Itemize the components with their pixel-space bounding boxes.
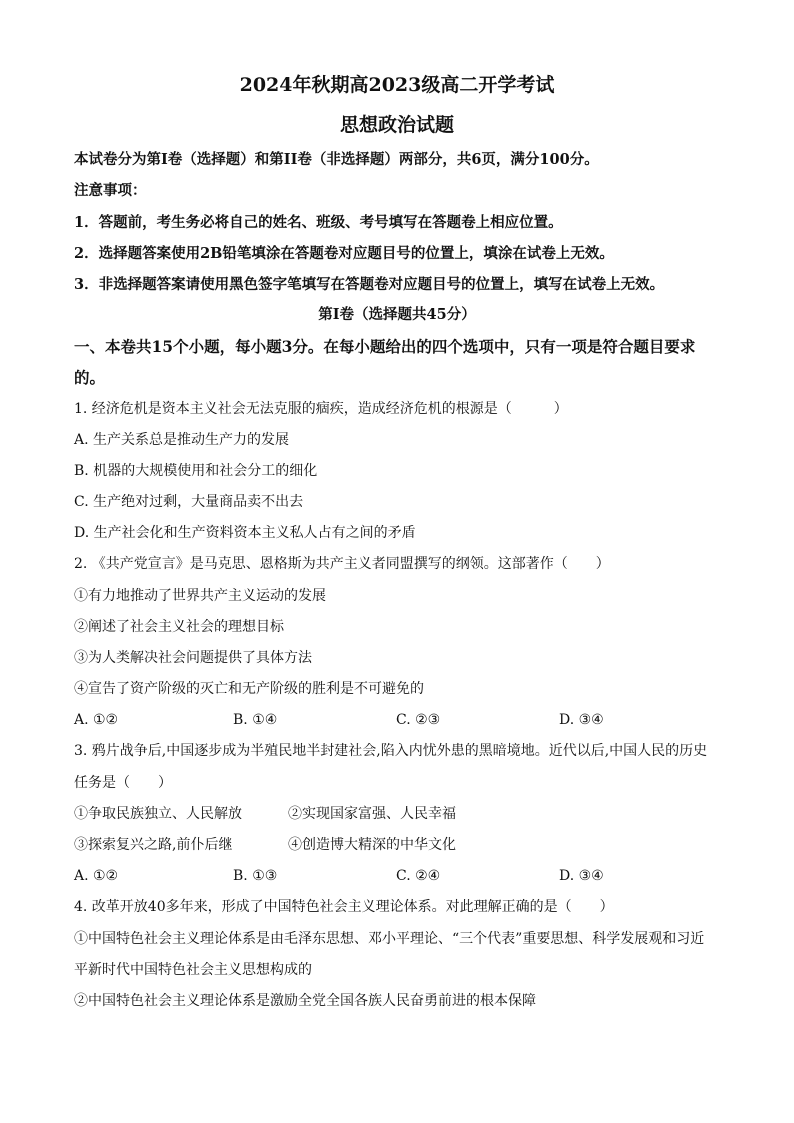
- question-4-statement: ①中国特色社会主义理论体系是由毛泽东思想、邓小平理论、“三个代表”重要思想、科学发展观和习近: [74, 931, 705, 947]
- question-2-stem: 2. 《共产党宣言》是马克思、恩格斯为共产主义者同盟撰写的纲领。这部著作（ ）: [74, 556, 610, 572]
- question-2-statement: ②阐述了社会主义社会的理想目标: [74, 619, 284, 635]
- question-1-stem: 1. 经济危机是资本主义社会无法克服的痼疾，造成经济危机的根源是（ ）: [74, 401, 568, 417]
- section-instruction-cont: 的。: [74, 368, 106, 387]
- question-2-statement: ③为人类解决社会问题提供了具体方法: [74, 650, 312, 666]
- question-3-statement: ①争取民族独立、人民解放: [74, 806, 242, 822]
- question-3-stem-cont: 任务是（ ）: [74, 775, 172, 791]
- question-2-choice-a: A. ①②: [74, 712, 119, 728]
- exam-title: 2024年秋期高2023级高二开学考试: [239, 74, 555, 96]
- exam-subtitle: 思想政治试题: [339, 114, 454, 136]
- question-3-stem: 3. 鸦片战争后,中国逐步成为半殖民地半封建社会,陷入内忧外患的黑暗境地。近代以后,中国人民的历史: [74, 743, 708, 759]
- notice-heading: 注意事项：: [74, 182, 147, 199]
- notice-item: 2．选择题答案使用2B铅笔填涂在答题卷对应题目号的位置上，填涂在试卷上无效。: [74, 245, 614, 262]
- question-1-option-d: D. 生产社会化和生产资料资本主义私人占有之间的矛盾: [74, 525, 416, 541]
- question-1-option-a: A. 生产关系总是推动生产力的发展: [74, 432, 290, 448]
- question-2-choice-c: C. ②③: [396, 712, 441, 728]
- question-4-stem: 4. 改革开放40多年来，形成了中国特色社会主义理论体系。对此理解正确的是（ ）: [74, 899, 614, 915]
- question-1-option-b: B. 机器的大规模使用和社会分工的细化: [74, 463, 318, 479]
- question-1-option-c: C. 生产绝对过剩，大量商品卖不出去: [74, 494, 304, 510]
- question-3-choice-a: A. ①②: [74, 868, 119, 884]
- section-instruction: 一、本卷共15个小题，每小题3分。在每小题给出的四个选项中，只有一项是符合题目要求: [74, 337, 696, 356]
- question-3-statement: ③探索复兴之路,前仆后继: [74, 837, 233, 853]
- question-2-statement: ④宣告了资产阶级的灭亡和无产阶级的胜利是不可避免的: [74, 681, 424, 697]
- question-3-statement: ④创造博大精深的中华文化: [288, 837, 456, 853]
- question-4-statement-cont: 平新时代中国特色社会主义思想构成的: [74, 962, 312, 978]
- paper-note: 本试卷分为第I卷（选择题）和第II卷（非选择题）两部分，共6页，满分100分。: [74, 151, 599, 168]
- question-2-statement: ①有力地推动了世界共产主义运动的发展: [74, 588, 326, 604]
- question-3-choice-d: D. ③④: [559, 868, 604, 884]
- question-4-statement: ②中国特色社会主义理论体系是激励全党全国各族人民奋勇前进的根本保障: [74, 993, 536, 1009]
- notice-item: 3．非选择题答案请使用黑色签字笔填写在答题卷对应题目号的位置上，填写在试卷上无效。: [74, 276, 665, 293]
- question-3-statement: ②实现国家富强、人民幸福: [288, 806, 456, 822]
- notice-item: 1．答题前，考生务必将自己的姓名、班级、考号填写在答题卷上相应位置。: [74, 214, 563, 231]
- question-3-choice-c: C. ②④: [396, 868, 441, 884]
- section-heading: 第I卷（选择题共45分）: [318, 306, 476, 323]
- question-2-choice-b: B. ①④: [233, 712, 278, 728]
- question-2-choice-d: D. ③④: [559, 712, 604, 728]
- question-3-choice-b: B. ①③: [233, 868, 278, 884]
